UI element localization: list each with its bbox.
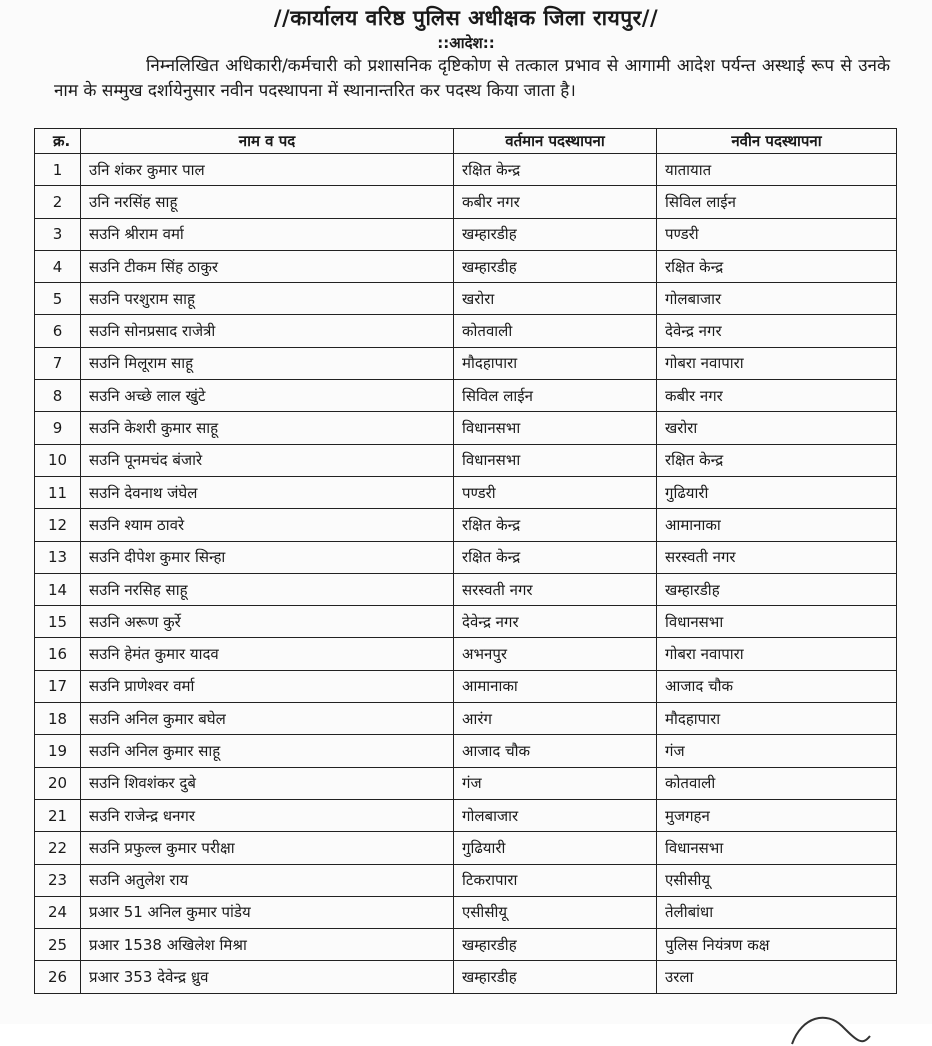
cell-current-posting: सिविल लाईन xyxy=(454,380,657,412)
transfer-table xyxy=(34,128,897,994)
cell-current-posting: मौदहापारा xyxy=(454,347,657,379)
table-row xyxy=(35,218,897,250)
table-row xyxy=(35,929,897,961)
cell-new-posting: गोबरा नवापारा xyxy=(657,347,897,379)
table-row xyxy=(35,154,897,186)
cell-name-post: सउनि प्राणेश्वर वर्मा xyxy=(81,670,454,702)
cell-current-posting: आरंग xyxy=(454,703,657,735)
order-heading: ::आदेश:: xyxy=(437,34,495,52)
cell-serial: 26 xyxy=(35,961,81,993)
cell-name-post: सउनि शिवशंकर दुबे xyxy=(81,767,454,799)
cell-current-posting: खरोरा xyxy=(454,283,657,315)
cell-name-post: सउनि दीपेश कुमार सिन्हा xyxy=(81,541,454,573)
table-row xyxy=(35,864,897,896)
table-row xyxy=(35,703,897,735)
table-body xyxy=(35,154,897,994)
cell-serial: 16 xyxy=(35,638,81,670)
cell-name-post: सउनि परशुराम साहू xyxy=(81,283,454,315)
cell-current-posting: आमानाका xyxy=(454,670,657,702)
cell-name-post: सउनि अरूण कुर्रे xyxy=(81,606,454,638)
cell-serial: 1 xyxy=(35,154,81,186)
cell-current-posting: एसीसीयू xyxy=(454,896,657,928)
cell-current-posting: विधानसभा xyxy=(454,412,657,444)
cell-name-post: सउनि श्याम ठावरे xyxy=(81,509,454,541)
cell-current-posting: रक्षित केन्द्र xyxy=(454,541,657,573)
cell-serial: 5 xyxy=(35,283,81,315)
cell-name-post: प्रआर 51 अनिल कुमार पांडेय xyxy=(81,896,454,928)
table-row xyxy=(35,476,897,508)
cell-current-posting: देवेन्द्र नगर xyxy=(454,606,657,638)
cell-new-posting: गुढियारी xyxy=(657,476,897,508)
cell-new-posting: देवेन्द्र नगर xyxy=(657,315,897,347)
table-row xyxy=(35,832,897,864)
cell-new-posting: मौदहापारा xyxy=(657,703,897,735)
table-row xyxy=(35,412,897,444)
cell-serial: 23 xyxy=(35,864,81,896)
table-row xyxy=(35,638,897,670)
table-row xyxy=(35,767,897,799)
cell-serial: 19 xyxy=(35,735,81,767)
cell-current-posting: पण्डरी xyxy=(454,476,657,508)
col-header-serial: क्र. xyxy=(35,129,81,154)
office-title: //कार्यालय वरिष्ठ पुलिस अधीक्षक जिला रायपुर// xyxy=(273,6,659,30)
table-row xyxy=(35,509,897,541)
table-row xyxy=(35,799,897,831)
cell-current-posting: कोतवाली xyxy=(454,315,657,347)
cell-current-posting: खम्हारडीह xyxy=(454,250,657,282)
cell-name-post: सउनि अतुलेश राय xyxy=(81,864,454,896)
cell-current-posting: खम्हारडीह xyxy=(454,961,657,993)
cell-new-posting: यातायात xyxy=(657,154,897,186)
cell-current-posting: विधानसभा xyxy=(454,444,657,476)
cell-new-posting: खरोरा xyxy=(657,412,897,444)
cell-serial: 13 xyxy=(35,541,81,573)
table-row xyxy=(35,961,897,993)
cell-name-post: उनि नरसिंह साहू xyxy=(81,186,454,218)
cell-current-posting: सरस्वती नगर xyxy=(454,573,657,605)
cell-new-posting: गोलबाजार xyxy=(657,283,897,315)
cell-name-post: सउनि देवनाथ जंघेल xyxy=(81,476,454,508)
cell-name-post: सउनि नरसिह साहू xyxy=(81,573,454,605)
table-row xyxy=(35,896,897,928)
cell-serial: 14 xyxy=(35,573,81,605)
col-header-name-post: नाम व पद xyxy=(81,129,454,154)
cell-name-post: सउनि हेमंत कुमार यादव xyxy=(81,638,454,670)
cell-current-posting: खम्हारडीह xyxy=(454,929,657,961)
table-row xyxy=(35,444,897,476)
table-row xyxy=(35,186,897,218)
cell-new-posting: रक्षित केन्द्र xyxy=(657,444,897,476)
cell-name-post: उनि शंकर कुमार पाल xyxy=(81,154,454,186)
table-row xyxy=(35,735,897,767)
table-row xyxy=(35,670,897,702)
cell-new-posting: कोतवाली xyxy=(657,767,897,799)
table-row xyxy=(35,573,897,605)
cell-serial: 6 xyxy=(35,315,81,347)
cell-current-posting: अभनपुर xyxy=(454,638,657,670)
cell-new-posting: गोबरा नवापारा xyxy=(657,638,897,670)
cell-serial: 18 xyxy=(35,703,81,735)
cell-current-posting: रक्षित केन्द्र xyxy=(454,509,657,541)
cell-name-post: सउनि अनिल कुमार साहू xyxy=(81,735,454,767)
cell-name-post: सउनि केशरी कुमार साहू xyxy=(81,412,454,444)
table-row xyxy=(35,541,897,573)
cell-serial: 24 xyxy=(35,896,81,928)
cell-serial: 22 xyxy=(35,832,81,864)
cell-new-posting: सरस्वती नगर xyxy=(657,541,897,573)
cell-serial: 12 xyxy=(35,509,81,541)
cell-serial: 21 xyxy=(35,799,81,831)
cell-new-posting: रक्षित केन्द्र xyxy=(657,250,897,282)
cell-serial: 11 xyxy=(35,476,81,508)
cell-serial: 9 xyxy=(35,412,81,444)
cell-new-posting: कबीर नगर xyxy=(657,380,897,412)
cell-serial: 15 xyxy=(35,606,81,638)
cell-new-posting: उरला xyxy=(657,961,897,993)
table-row xyxy=(35,606,897,638)
table-row xyxy=(35,380,897,412)
table-row xyxy=(35,283,897,315)
cell-name-post: सउनि राजेन्द्र धनगर xyxy=(81,799,454,831)
cell-current-posting: गुढियारी xyxy=(454,832,657,864)
cell-serial: 20 xyxy=(35,767,81,799)
table-row xyxy=(35,250,897,282)
table-row xyxy=(35,315,897,347)
cell-name-post: सउनि श्रीराम वर्मा xyxy=(81,218,454,250)
cell-name-post: सउनि अच्छे लाल खुंटे xyxy=(81,380,454,412)
cell-name-post: सउनि पूनमचंद बंजारे xyxy=(81,444,454,476)
cell-serial: 25 xyxy=(35,929,81,961)
col-header-current-posting: वर्तमान पदस्थापना xyxy=(454,129,657,154)
signature-mark xyxy=(782,1006,872,1046)
cell-name-post: सउनि प्रफुल्ल कुमार परीक्षा xyxy=(81,832,454,864)
cell-new-posting: आमानाका xyxy=(657,509,897,541)
cell-current-posting: खम्हारडीह xyxy=(454,218,657,250)
cell-new-posting: मुजगहन xyxy=(657,799,897,831)
cell-current-posting: कबीर नगर xyxy=(454,186,657,218)
cell-new-posting: तेलीबांधा xyxy=(657,896,897,928)
cell-current-posting: आजाद चौक xyxy=(454,735,657,767)
cell-name-post: सउनि सोनप्रसाद राजेत्री xyxy=(81,315,454,347)
cell-new-posting: गंज xyxy=(657,735,897,767)
cell-new-posting: पण्डरी xyxy=(657,218,897,250)
cell-serial: 4 xyxy=(35,250,81,282)
cell-name-post: सउनि टीकम सिंह ठाकुर xyxy=(81,250,454,282)
cell-current-posting: गंज xyxy=(454,767,657,799)
cell-name-post: प्रआर 1538 अखिलेश मिश्रा xyxy=(81,929,454,961)
table-header-row xyxy=(35,129,897,154)
cell-current-posting: टिकरापारा xyxy=(454,864,657,896)
table-row xyxy=(35,347,897,379)
cell-name-post: प्रआर 353 देवेन्द्र ध्रुव xyxy=(81,961,454,993)
cell-serial: 3 xyxy=(35,218,81,250)
intro-paragraph: निम्नलिखित अधिकारी/कर्मचारी को प्रशासनिक दृष्टिकोण से तत्काल प्रभाव से आगामी आदेश पर्यन्त अस्थाई रूप से उनके नाम के सम्मुख दर्शायेनुसार नवीन पदस्थापना में स्थानान्तरित कर पदस्थ किया जाता है। xyxy=(54,56,890,101)
cell-serial: 8 xyxy=(35,380,81,412)
cell-new-posting: पुलिस नियंत्रण कक्ष xyxy=(657,929,897,961)
cell-current-posting: गोलबाजार xyxy=(454,799,657,831)
cell-new-posting: विधानसभा xyxy=(657,832,897,864)
cell-new-posting: सिविल लाईन xyxy=(657,186,897,218)
cell-new-posting: विधानसभा xyxy=(657,606,897,638)
cell-serial: 7 xyxy=(35,347,81,379)
cell-serial: 2 xyxy=(35,186,81,218)
cell-name-post: सउनि अनिल कुमार बघेल xyxy=(81,703,454,735)
cell-name-post: सउनि मिलूराम साहू xyxy=(81,347,454,379)
cell-new-posting: एसीसीयू xyxy=(657,864,897,896)
cell-new-posting: आजाद चौक xyxy=(657,670,897,702)
cell-current-posting: रक्षित केन्द्र xyxy=(454,154,657,186)
cell-serial: 10 xyxy=(35,444,81,476)
cell-serial: 17 xyxy=(35,670,81,702)
cell-new-posting: खम्हारडीह xyxy=(657,573,897,605)
col-header-new-posting: नवीन पदस्थापना xyxy=(657,129,897,154)
